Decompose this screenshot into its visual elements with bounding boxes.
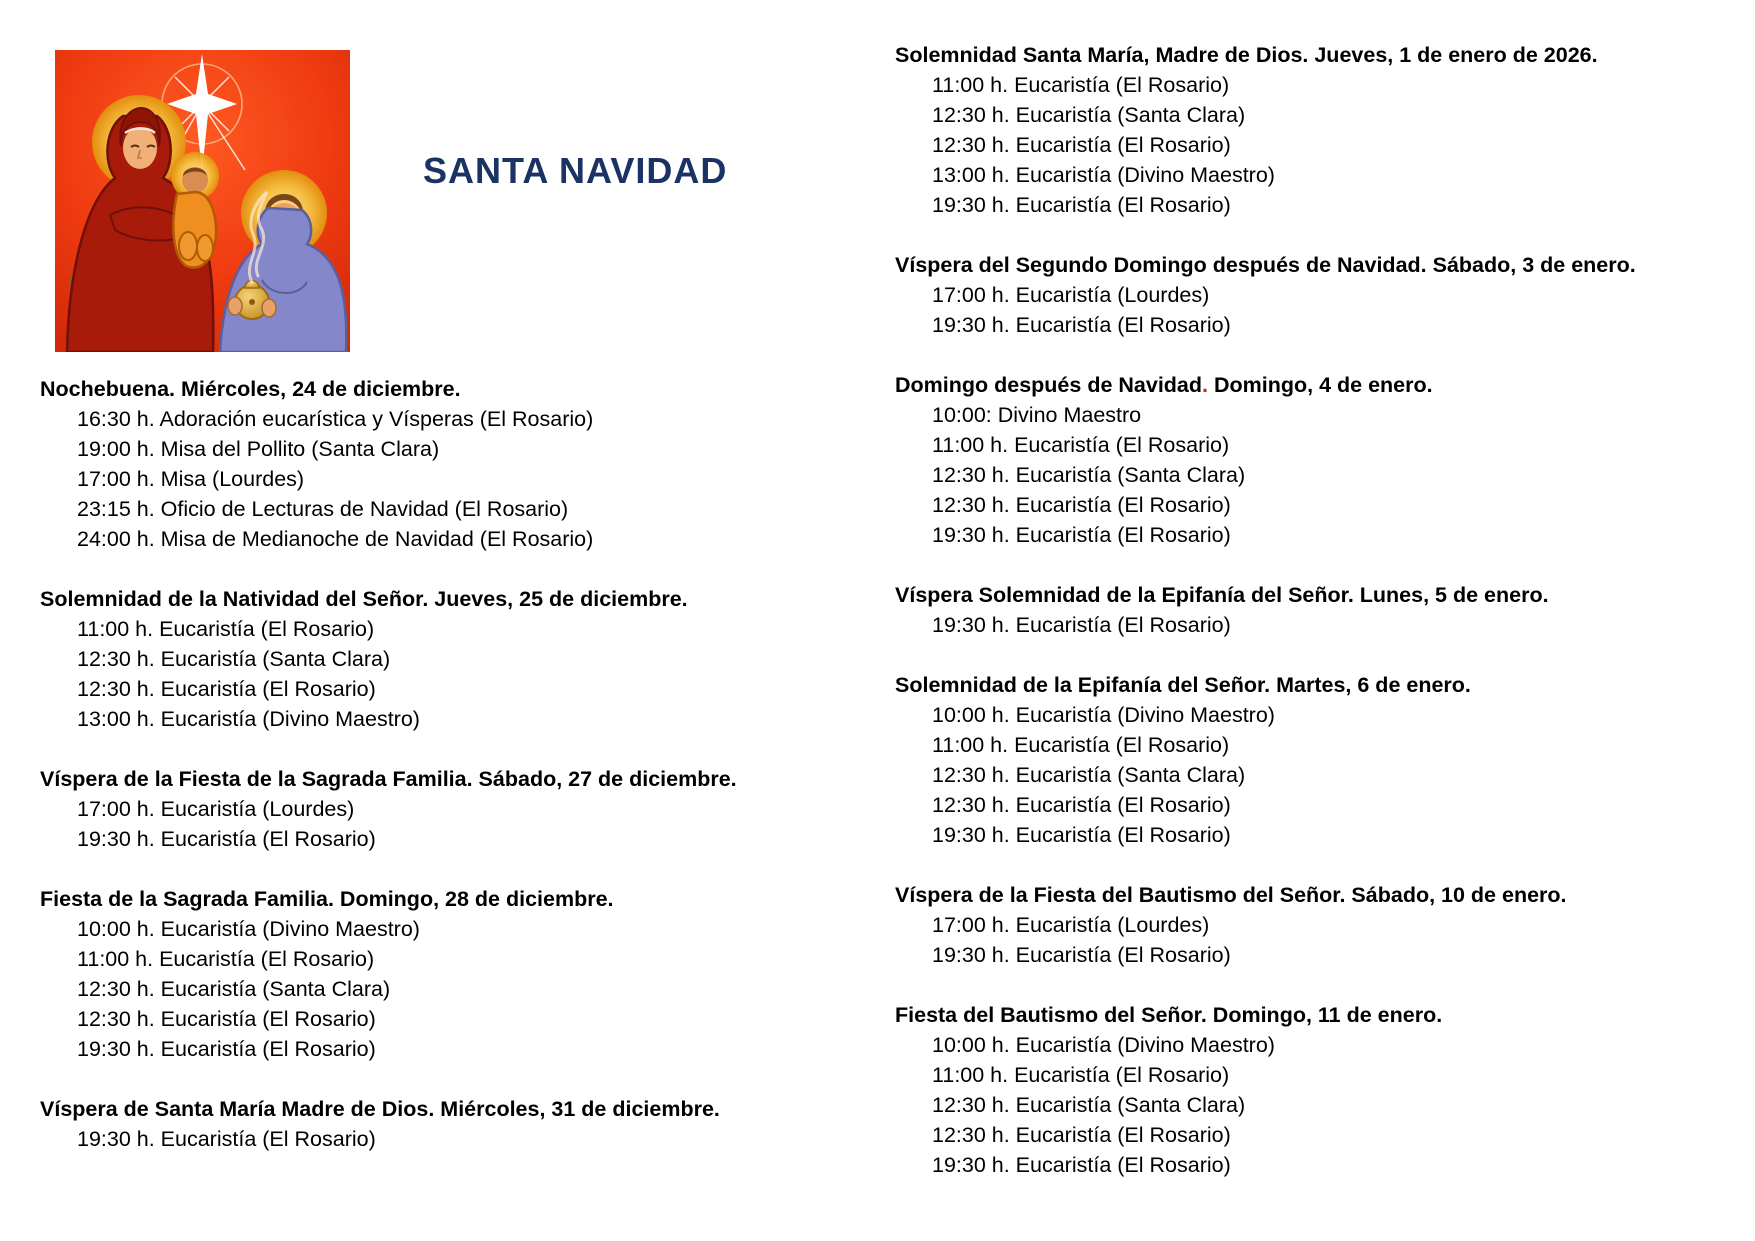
schedule-line: 12:30 h. Eucaristía (El Rosario) (932, 1123, 1231, 1147)
schedule-line: 17:00 h. Eucaristía (Lourdes) (77, 797, 355, 821)
heading-red-period: . (1202, 373, 1209, 397)
schedule-line: 10:00 h. Eucaristía (Divino Maestro) (932, 703, 1275, 727)
schedule-line: 10:00: Divino Maestro (932, 403, 1142, 427)
schedule-line: 12:30 h. Eucaristía (El Rosario) (932, 133, 1231, 157)
schedule-line: 19:30 h. Eucaristía (El Rosario) (77, 1127, 376, 1151)
section-heading: Víspera de Santa María Madre de Dios. Miércoles, 31 de diciembre. (40, 1097, 720, 1121)
schedule-section-vispera-epifania (895, 580, 1745, 640)
schedule-line: 12:30 h. Eucaristía (Santa Clara) (932, 1093, 1246, 1117)
schedule-line: 12:30 h. Eucaristía (El Rosario) (77, 677, 376, 701)
section-heading (895, 370, 1745, 400)
schedule-line: 19:30 h. Eucaristía (El Rosario) (932, 943, 1231, 967)
page-title: SANTA NAVIDAD (423, 150, 728, 191)
right-column (895, 40, 1745, 1210)
schedule-section-domingo-despues-navidad (895, 370, 1745, 550)
schedule-line: 12:30 h. Eucaristía (Santa Clara) (77, 647, 391, 671)
schedule-line: 19:30 h. Eucaristía (El Rosario) (932, 613, 1231, 637)
schedule-line: 13:00 h. Eucaristía (Divino Maestro) (932, 163, 1275, 187)
section-heading: Fiesta de la Sagrada Familia. Domingo, 28 de diciembre. (40, 887, 614, 911)
section-heading: Solemnidad Santa María, Madre de Dios. Jueves, 1 de enero de 2026. (895, 43, 1598, 67)
schedule-section-natividad (40, 584, 885, 734)
schedule-line: 10:00 h. Eucaristía (Divino Maestro) (932, 1033, 1275, 1057)
schedule-line: 11:00 h. Eucaristía (El Rosario) (932, 433, 1230, 457)
schedule-line: 19:30 h. Eucaristía (El Rosario) (932, 823, 1231, 847)
schedule-section-epifania (895, 670, 1745, 850)
schedule-section-nochebuena (40, 374, 885, 554)
schedule-line: 12:30 h. Eucaristía (El Rosario) (77, 1007, 376, 1031)
schedule-line: 10:00 h. Eucaristía (Divino Maestro) (77, 917, 420, 941)
schedule-line: 17:00 h. Eucaristía (Lourdes) (932, 283, 1210, 307)
schedule-line: 24:00 h. Misa de Medianoche de Navidad (El Rosario) (77, 527, 594, 551)
section-heading: Nochebuena. Miércoles, 24 de diciembre. (40, 377, 461, 401)
schedule-line: 17:00 h. Misa (Lourdes) (77, 467, 305, 491)
schedule-line: 11:00 h. Eucaristía (El Rosario) (77, 947, 375, 971)
schedule-section-bautismo (895, 1000, 1745, 1180)
schedule-line: 19:30 h. Eucaristía (El Rosario) (932, 313, 1231, 337)
schedule-section-vispera-bautismo (895, 880, 1745, 970)
schedule-section-sagrada-familia (40, 884, 885, 1064)
schedule-line: 12:30 h. Eucaristía (Santa Clara) (77, 977, 391, 1001)
schedule-line: 17:00 h. Eucaristía (Lourdes) (932, 913, 1210, 937)
baby-jesus-figure (171, 152, 219, 268)
schedule-line: 12:30 h. Eucaristía (Santa Clara) (932, 463, 1246, 487)
schedule-line: 19:30 h. Eucaristía (El Rosario) (932, 193, 1231, 217)
section-heading: Fiesta del Bautismo del Señor. Domingo, 11 de enero. (895, 1003, 1443, 1027)
section-heading: Víspera de la Fiesta de la Sagrada Familia. Sábado, 27 de diciembre. (40, 767, 737, 791)
section-heading: Víspera Solemnidad de la Epifanía del Señor. Lunes, 5 de enero. (895, 583, 1549, 607)
schedule-line: 19:30 h. Eucaristía (El Rosario) (932, 1153, 1231, 1177)
heading-text: Domingo después de Navidad (895, 373, 1203, 397)
nativity-holy-family-icon (55, 50, 350, 352)
section-heading: Solemnidad de la Natividad del Señor. Jueves, 25 de diciembre. (40, 587, 688, 611)
schedule-line: 19:00 h. Misa del Pollito (Santa Clara) (77, 437, 440, 461)
schedule-line: 11:00 h. Eucaristía (El Rosario) (932, 733, 1230, 757)
schedule-line: 12:30 h. Eucaristía (El Rosario) (932, 793, 1231, 817)
schedule-line: 11:00 h. Eucaristía (El Rosario) (932, 73, 1230, 97)
section-heading: Víspera de la Fiesta del Bautismo del Señor. Sábado, 10 de enero. (895, 883, 1567, 907)
section-heading: Solemnidad de la Epifanía del Señor. Martes, 6 de enero. (895, 673, 1471, 697)
schedule-line: 16:30 h. Adoración eucarística y Vísperas (El Rosario) (77, 407, 594, 431)
schedule-line: 12:30 h. Eucaristía (El Rosario) (932, 493, 1231, 517)
schedule-line: 19:30 h. Eucaristía (El Rosario) (932, 523, 1231, 547)
left-column (40, 374, 885, 1184)
schedule-line: 12:30 h. Eucaristía (Santa Clara) (932, 103, 1246, 127)
heading-text: Domingo, 4 de enero. (1208, 373, 1433, 397)
schedule-section-vispera-sagrada-familia (40, 764, 885, 854)
schedule-line: 19:30 h. Eucaristía (El Rosario) (77, 1037, 376, 1061)
schedule-line: 23:15 h. Oficio de Lecturas de Navidad (El Rosario) (77, 497, 569, 521)
schedule-line: 11:00 h. Eucaristía (El Rosario) (77, 617, 375, 641)
schedule-line: 19:30 h. Eucaristía (El Rosario) (77, 827, 376, 851)
schedule-line: 13:00 h. Eucaristía (Divino Maestro) (77, 707, 420, 731)
schedule-line: 12:30 h. Eucaristía (Santa Clara) (932, 763, 1246, 787)
schedule-line: 11:00 h. Eucaristía (El Rosario) (932, 1063, 1230, 1087)
schedule-section-vispera-santa-maria (40, 1094, 885, 1154)
schedule-section-vispera-segundo-domingo (895, 250, 1745, 340)
schedule-section-santa-maria (895, 40, 1745, 220)
section-heading: Víspera del Segundo Domingo después de Navidad. Sábado, 3 de enero. (895, 253, 1636, 277)
